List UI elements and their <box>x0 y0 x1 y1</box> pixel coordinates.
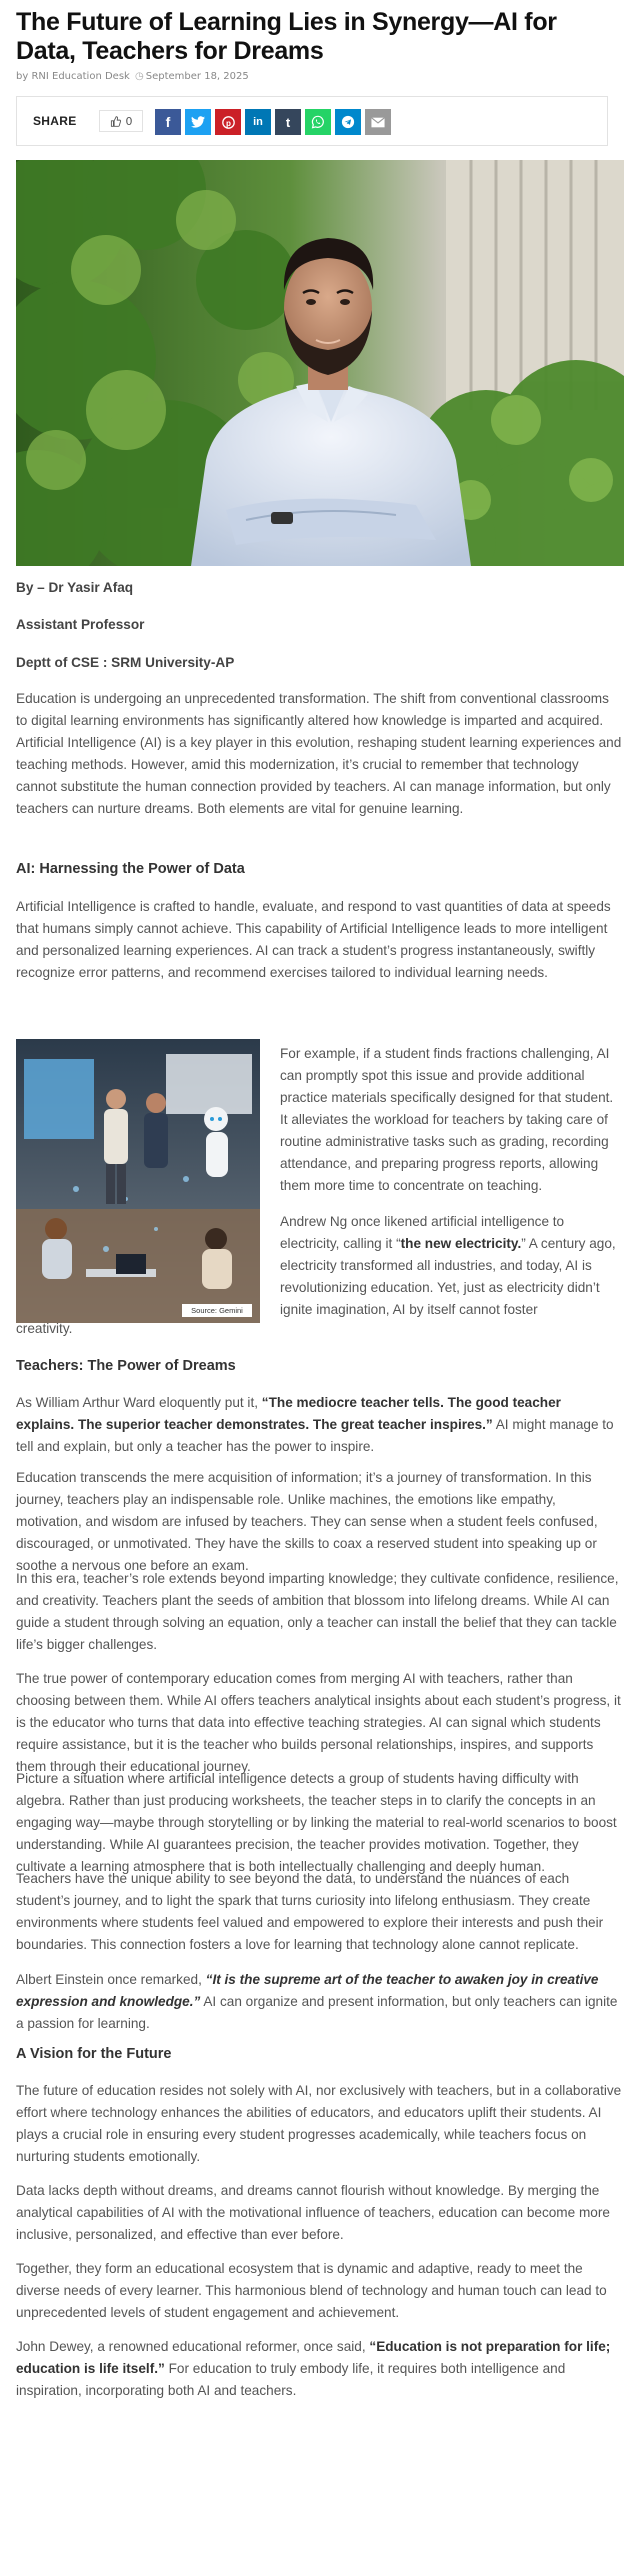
share-email-button[interactable] <box>365 109 391 135</box>
share-facebook-button[interactable] <box>155 109 181 135</box>
whatsapp-icon <box>311 115 325 129</box>
tumblr-icon: t <box>285 114 291 130</box>
share-telegram-button[interactable] <box>335 109 361 135</box>
paragraph-ai-data: Artificial Intelligence is crafted to handle, evaluate, and respond to vast quantities of data at speeds that humans simply cannot achieve. This capability of Artificial Intelligence leads to more intelligent and personalized learning experiences. AI can track a student’s progress instantaneously, swiftly recognize error patterns, and recommend exercises tailored to individual learning needs. <box>16 899 611 980</box>
clock-icon: ◷ <box>135 71 144 82</box>
pinterest-icon <box>222 116 235 129</box>
share-tumblr-button[interactable] <box>275 109 301 135</box>
intro-paragraph: Education is undergoing an unprecedented transformation. The shift from conventional classrooms to digital learning environments has significantly altered how knowledge is imparted and acquired. Artificial Intelligence (AI) is a key player in this evolution, reshaping student learning experiences and teaching methods. However, amid this modernization, it’s crucial to remember that technology cannot substitute the human connection provided by teachers. AI can manage information, but only teachers can nurture dreams. Both elements are vital for genuine learning. <box>16 691 622 816</box>
paragraph-data-dreams: Data lacks depth without dreams, and dreams cannot flourish without knowledge. By merging the analytical capabilities of AI with the motivational influence of teachers, education can become more inclusive, personalized, and effective than ever before. <box>16 2183 610 2242</box>
author-prefix: by <box>16 71 29 82</box>
share-whatsapp-button[interactable] <box>305 109 331 135</box>
ng-text-c: creativity. <box>16 1321 73 1336</box>
paragraph-merging-ai: The true power of contemporary education comes from merging AI with teachers, rather than choosing between them. While AI offers teachers analytical insights about each student’s progress, it is the educator who turns that data into effective teaching strategies. AI can signal which students require assistance, but it is the teacher who builds personal relationships, inspires, and supports them through their educational journey. <box>16 1671 621 1774</box>
svg-text:p: p <box>225 118 231 128</box>
hero-image <box>16 160 624 566</box>
linkedin-icon: in <box>253 116 263 128</box>
share-bar <box>16 96 608 146</box>
paragraph-fractions-example: For example, if a student finds fractions challenging, AI can promptly spot this issue and provide additional practice materials specifically designed for that student. It alleviates the workload for teachers by taking care of routine administrative tasks such as grading, recording attendance, and preparing progress reports, allowing them more time to concentrate on teaching. <box>280 1046 614 1193</box>
share-label: SHARE <box>33 114 77 128</box>
article-title: The Future of Learning Lies in Synergy—AI for Data, Teachers for Dreams <box>16 8 557 65</box>
telegram-icon <box>341 115 355 129</box>
byline-author: By – Dr Yasir Afaq <box>16 580 134 595</box>
classroom-image <box>16 1039 260 1323</box>
ward-text-b: AI might manage to tell and explain, but only a teacher has the power to inspire. <box>16 1417 614 1454</box>
share-pinterest-button[interactable] <box>215 109 241 135</box>
like-count: 0 <box>125 114 133 128</box>
ng-quote: the new electricity. <box>400 1236 522 1251</box>
paragraph-ecosystem: Together, they form an educational ecosystem that is dynamic and adaptive, ready to meet the diverse needs of every learner. This harmonious blend of technology and human touch can lead to unprecedented levels of student engagement and achievement. <box>16 2261 607 2320</box>
paragraph-transformation: Education transcends the mere acquisition of information; it’s a journey of transformation. In this journey, teachers play an indispensable role. Unlike machines, the emotions like empathy, motivation, and wisdom are infused by teachers. They can sense when a student feels confused, discouraged, or unmotivated. They have the skills to coax a reserved student into speaking up or soothe a nervous one before an exam. <box>16 1470 598 1573</box>
paragraph-andrew-ng <box>280 1211 624 1321</box>
share-twitter-button[interactable] <box>185 109 211 135</box>
author-link[interactable]: RNI Education Desk <box>31 71 130 82</box>
twitter-icon <box>191 116 205 128</box>
section-heading-ai: AI: Harnessing the Power of Data <box>16 861 245 877</box>
paragraph-beyond-data: Teachers have the unique ability to see beyond the data, to understand the nuances of each student’s journey, and to light the spark that turns curiosity into lifelong enthusiasm. They create environments where students feel valued and empowered to explore their interests and push their boundaries. This connection fosters a love for learning that technology alone cannot replicate. <box>16 1871 604 1952</box>
paragraph-collaboration: The future of education resides not solely with AI, nor exclusively with teachers, but in a collaborative effort where technology enhances the abilities of educators, and educators uplift their students. AI plays a crucial role in ensuring every student progresses academically, while teachers focus on nurturing students emotionally. <box>16 2083 622 2164</box>
author-portrait-photo <box>16 160 624 566</box>
thumbs-up-icon <box>110 116 121 127</box>
paragraph-teacher-role: In this era, teacher’s role extends beyond imparting knowledge; they cultivate confidence, resilience, and creativity. Teachers plant the seeds of ambition that blossom into lifelong dreams. While AI can guide a student through solving an equation, only a teacher can install the belief that they can tackle life’s bigger challenges. <box>16 1571 619 1652</box>
paragraph-dewey <box>16 2336 622 2402</box>
ng-text-a: Andrew Ng once likened artificial intelligence to electricity, calling it “ <box>280 1214 565 1251</box>
image-caption: Source: Gemini <box>191 1306 243 1315</box>
dewey-text-a: John Dewey, a renowned educational reformer, once said, <box>16 2339 370 2354</box>
section-heading-vision: A Vision for the Future <box>16 2046 172 2062</box>
paragraph-einstein <box>16 1969 622 2035</box>
section-heading-teachers: Teachers: The Power of Dreams <box>16 1358 236 1374</box>
dewey-text-b: For education to truly embody life, it requires both intelligence and inspiration, incorporating both AI and teachers. <box>16 2361 566 2398</box>
email-icon <box>371 117 385 128</box>
dewey-quote: “Education is not preparation for life; education is life itself.” <box>16 2339 611 2376</box>
facebook-icon: f <box>165 114 171 130</box>
byline-position: Assistant Professor <box>16 617 145 632</box>
paragraph-ward-quote <box>16 1392 622 1458</box>
like-button[interactable] <box>99 110 143 132</box>
einstein-text-b: AI can organize and present information, but only teachers can ignite a passion for learning. <box>16 1994 618 2031</box>
share-linkedin-button[interactable] <box>245 109 271 135</box>
ward-quote: “The mediocre teacher tells. The good teacher explains. The superior teacher demonstrates. The great teacher inspires.” <box>16 1395 561 1432</box>
ng-text-b: ” A century ago, electricity transformed all industries, and today, AI is revolutionizing education. Yet, just as electricity didn’t ignite imagination, AI by itself cannot foster <box>280 1236 616 1317</box>
classroom-illustration <box>16 1039 260 1323</box>
byline-department: Deptt of CSE : SRM University-AP <box>16 655 235 670</box>
ward-text-a: As William Arthur Ward eloquently put it, <box>16 1395 262 1410</box>
paragraph-algebra: Picture a situation where artificial intelligence detects a group of students having difficulty with algebra. Rather than just producing worksheets, the teacher steps in to clarify the concepts in an engaging way—maybe through storytelling or by linking the material to real-world scenarios to boost understanding. While AI guarantees precision, the teacher provides motivation. Together, they cultivate a learning atmosphere that is both intellectually challenging and deeply human. <box>16 1771 617 1874</box>
einstein-text-a: Albert Einstein once remarked, <box>16 1972 206 1987</box>
publish-date: September 18, 2025 <box>145 71 249 82</box>
einstein-quote: “It is the supreme art of the teacher to awaken joy in creative expression and knowledge.” <box>16 1972 599 2009</box>
article-meta <box>16 71 249 82</box>
